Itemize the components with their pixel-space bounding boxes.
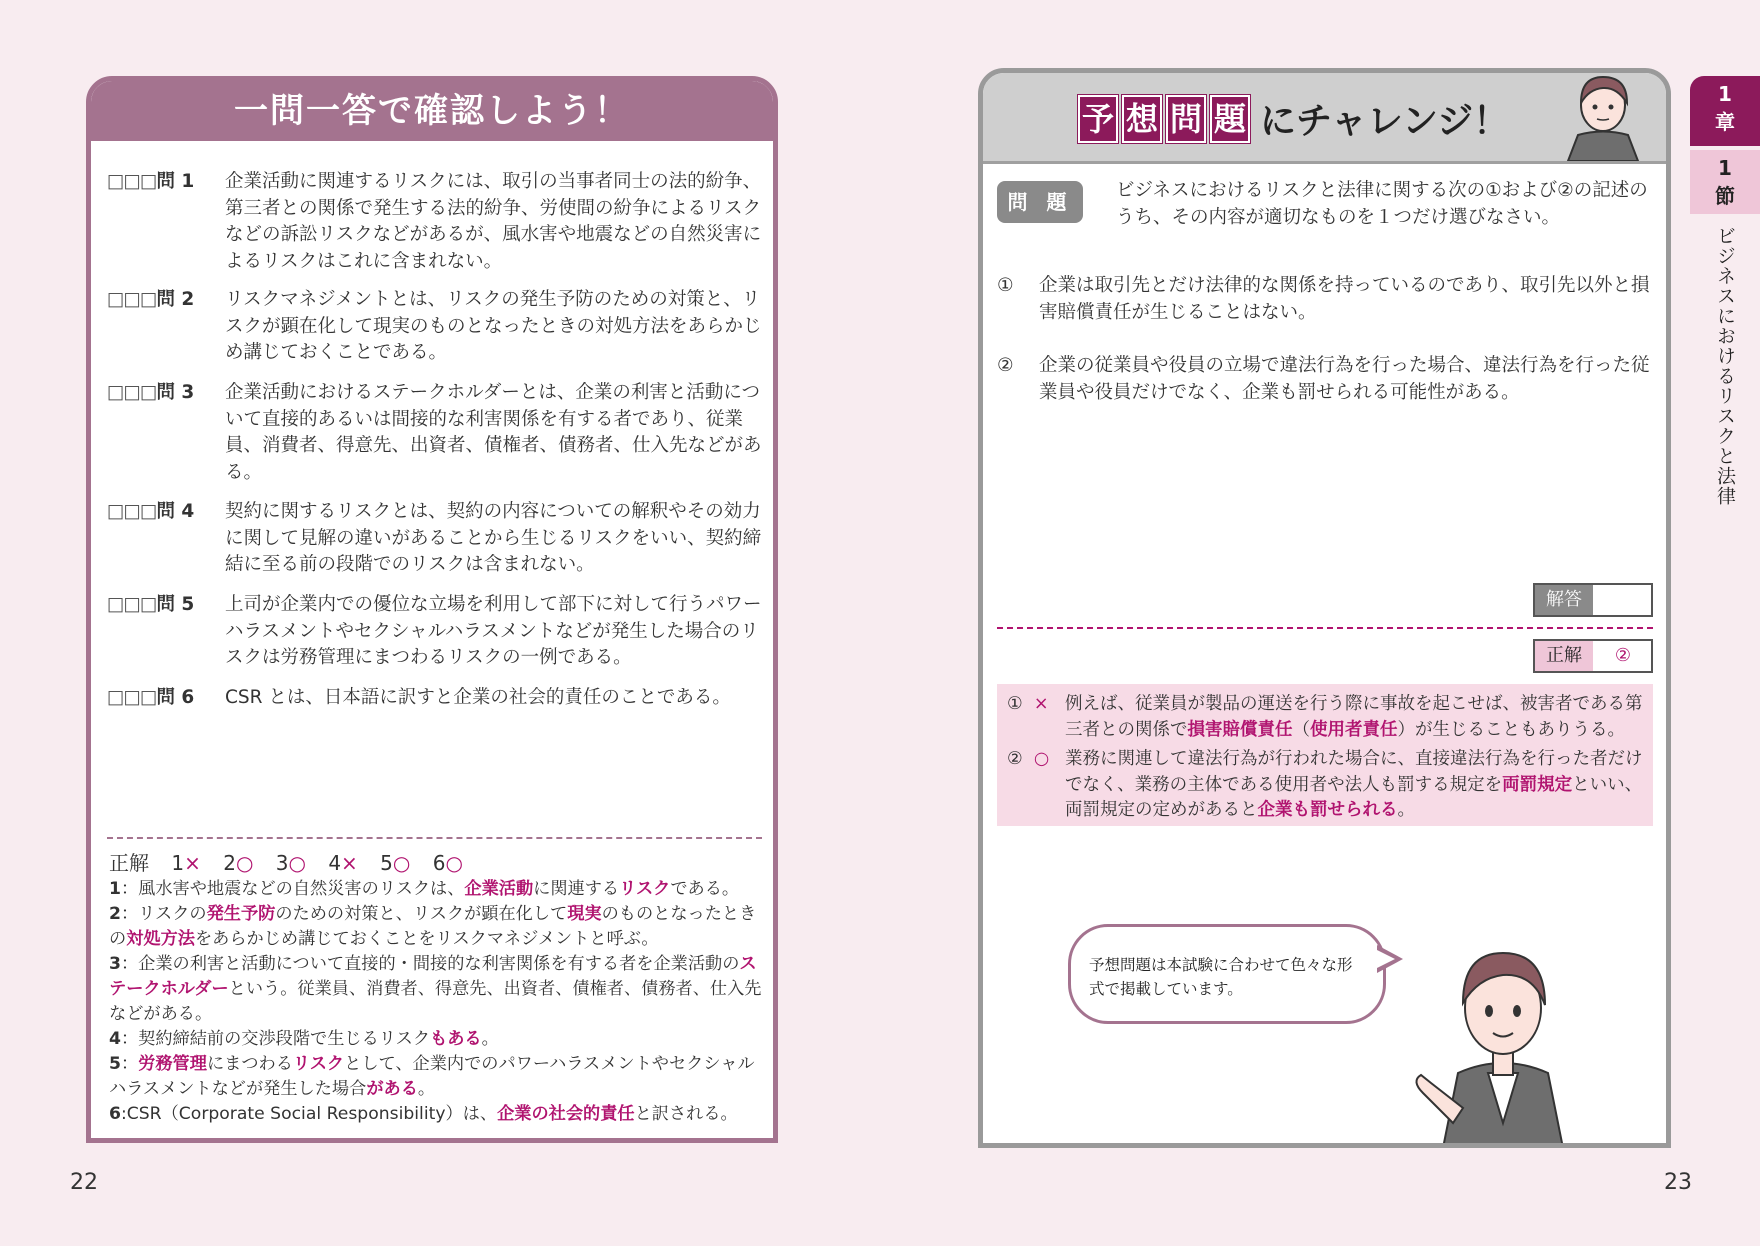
answer-1: 1× <box>171 851 201 875</box>
section-title-vertical: ビジネスにおけるリスクと法律 <box>1714 226 1736 506</box>
quiz-title: 一問一答で確認しよう！ <box>91 81 773 141</box>
question-badge: 問 題 <box>997 181 1083 223</box>
explanation-4: 4：契約締結前の交渉段階で生じるリスクもある。 <box>109 1029 499 1049</box>
choice-text: 企業は取引先とだけ法律的な関係を持っているのであり、取引先以外と損害賠償責任が生じることはない。 <box>1039 275 1650 323</box>
question-label: 問 1 <box>156 171 195 192</box>
answer-value <box>1597 585 1649 615</box>
quiz-panel <box>86 76 778 1143</box>
page-number-right: 23 <box>1664 1170 1692 1195</box>
checkbox-icons[interactable]: □□□ <box>107 171 157 192</box>
challenge-panel <box>978 68 1671 1148</box>
question-text: 上司が企業内での優位な立場を利用して部下に対して行うパワーハラスメントやセクシャルハラスメントなどが発生した場合のリスクは労務管理にまつわるリスクの一例である。 <box>225 594 762 668</box>
checkbox-icons[interactable]: □□□ <box>107 594 157 615</box>
title-box: 問 <box>1166 95 1206 143</box>
question-item-5 <box>107 592 762 672</box>
choice-1 <box>997 272 1657 326</box>
question-label: 問 6 <box>156 687 195 708</box>
checkbox-icons[interactable]: □□□ <box>107 382 157 403</box>
answer-2: 2○ <box>223 851 254 875</box>
checkbox-icons[interactable]: □□□ <box>107 687 157 708</box>
answer-key <box>109 847 463 876</box>
explanation-6: 6:CSR（Corporate Social Responsibility）は、企業の社会的責任と訳される。 <box>109 1104 738 1124</box>
challenge-title <box>1078 93 1509 144</box>
checkbox-icons[interactable]: □□□ <box>107 289 157 310</box>
choice-2 <box>997 352 1657 406</box>
question-label: 問 5 <box>156 594 195 615</box>
answer-input-box[interactable] <box>1533 583 1653 617</box>
answer-label: 解答 <box>1535 585 1593 615</box>
question-item-1 <box>107 169 762 275</box>
correct-label: 正解 <box>1535 641 1593 671</box>
explanation-3: 3：企業の利害と活動について直接的・間接的な利害関係を有する者を企業活動のステークホルダーという。従業員、消費者、得意先、出資者、債権者、債務者、仕入先などがある。 <box>109 954 762 1024</box>
title-box: 予 <box>1078 95 1118 143</box>
explanation-1: 1：風水害や地震などの自然災害のリスクは、企業活動に関連するリスクである。 <box>109 879 740 899</box>
presenter-illustration <box>1403 923 1603 1148</box>
title-text: にチャレンジ！ <box>1260 101 1510 142</box>
explanation-2: 2：リスクの発生予防のための対策と、リスクが顕在化して現実のものとなったときの対処方法をあらかじめ講じておくことをリスクマネジメントと呼ぶ。 <box>109 904 757 949</box>
question-text: 企業活動におけるステークホルダーとは、企業の利害と活動について直接的あるいは間接的な利害関係を有する者であり、従業員、消費者、得意先、出資者、債権者、債務者、仕入先などがある。 <box>225 382 762 483</box>
question-text: CSR とは、日本語に訳すと企業の社会的責任のことである。 <box>225 687 731 708</box>
chapter-side-tab <box>1690 76 1760 546</box>
question-item-4 <box>107 499 762 579</box>
question-text: リスクマネジメントとは、リスクの発生予防のための対策と、リスクが顕在化して現実のものとなったときの対処方法をあらかじめ講じておくことである。 <box>225 289 762 363</box>
answer-6: 6○ <box>432 851 463 875</box>
title-box: 想 <box>1122 95 1162 143</box>
question-label: 問 4 <box>156 501 195 522</box>
correct-answer-box <box>1533 639 1653 673</box>
explanation-item-1: ① × 例えば、従業員が製品の運送を行う際に事故を起こせば、被害者である第三者との関係で損害賠償責任（使用者責任）が生じることもありうる。 <box>1007 694 1643 740</box>
explanation-item-2: ② ○ 業務に関連して違法行為が行われた場合に、直接違法行為を行った者だけでなく、業務の主体である使用者や法人も罰する規定を両罰規定といい、両罰規定の定めがあると企業も罰せられる。 <box>1007 749 1643 820</box>
chapter-tab[interactable]: 1 章 <box>1690 76 1760 146</box>
answer-key-label: 正解 <box>109 851 149 875</box>
question-label: 問 2 <box>156 289 195 310</box>
question-text: 契約に関するリスクとは、契約の内容についての解釈やその効力に関して見解の違いがあることから生じるリスクをいい、契約締結に至る前の段階でのリスクは含まれない。 <box>225 501 762 575</box>
checkbox-icons[interactable]: □□□ <box>107 501 157 522</box>
question-text: 企業活動に関連するリスクには、取引の当事者同士の法的紛争、第三者との関係で発生する法的紛争、労使間の紛争によるリスクなどの訴訟リスクなどがあるが、風水害や地震などの自然災害によるリスクはこれに含まれない。 <box>225 171 762 272</box>
answer-4: 4× <box>328 851 358 875</box>
correct-value: ② <box>1614 645 1632 666</box>
question-label: 問 3 <box>156 382 195 403</box>
answer-3: 3○ <box>275 851 306 875</box>
speech-bubble: 予想問題は本試験に合わせて色々な形式で掲載しています。 <box>1068 924 1386 1024</box>
question-item-6 <box>107 685 762 712</box>
answer-divider <box>997 627 1653 629</box>
choice-number: ① <box>997 275 1014 296</box>
question-item-2 <box>107 287 762 367</box>
page-number-left: 22 <box>70 1170 98 1195</box>
title-box: 題 <box>1210 95 1250 143</box>
answer-divider <box>107 837 762 839</box>
explanation-5: 5：労務管理にまつわるリスクとして、企業内でのパワーハラスメントやセクシャルハラスメントなどが発生した場合がある。 <box>109 1054 755 1099</box>
answer-5: 5○ <box>380 851 411 875</box>
thinking-person-illustration <box>1543 73 1663 161</box>
question-stem: ビジネスにおけるリスクと法律に関する次の①および②の記述のうち、その内容が適切なものを１つだけ選びなさい。 <box>1116 180 1648 228</box>
question-item-3 <box>107 380 762 486</box>
choice-text: 企業の従業員や役員の立場で違法行為を行った場合、違法行為を行った従業員や役員だけでなく、企業も罰せられる可能性がある。 <box>1039 355 1650 403</box>
explanation-box <box>997 684 1653 826</box>
choice-number: ② <box>997 355 1014 376</box>
section-tab[interactable]: 1 節 <box>1690 150 1760 214</box>
